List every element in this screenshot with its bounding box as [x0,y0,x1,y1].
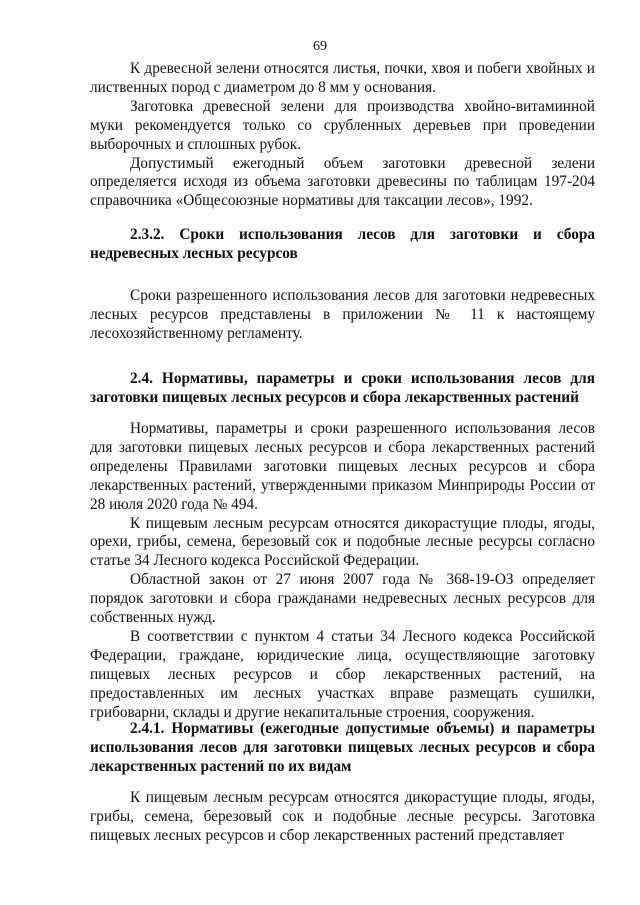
paragraph: К пищевым лесным ресурсам относятся дикорастущие плоды, ягоды, грибы, семена, березовый сок и подобные лесные ресурсы. Заготовка пищевых лесных ресурсов и сбор лекарственных растений представляет [90,789,595,844]
section-2-4-1 [90,720,595,777]
paragraph: Допустимый ежегодный объем заготовки древесной зелени определяется исходя из объема заготовки древесины по таблицам 197-204 справочника «Общесоюзные нормативы для таксации лесов», 1992. [90,154,595,210]
paragraph: К пищевым лесным ресурсам относятся дикорастущие плоды, ягоды, орехи, грибы, семена, березовый сок и подобные лесные ресурсы согласно статье 34 Лесного кодекса Российской Федерации. [90,514,595,570]
paragraph: Нормативы, параметры и сроки разрешенного использования лесов для заготовки пищевых лесных ресурсов и сбора лекарственных растений определены Правилами заготовки пищевых лесных ресурсов и сбора лекарственных растений, утвержденными приказом Минприроды России от 28 июля 2020 года № 494. [90,420,595,513]
paragraph: В соответствии с пунктом 4 статьи 34 Лесного кодекса Российской Федерации, граждане, юридические лица, осуществляющие заготовку пищевых лесных ресурсов и сбор лекарственных растений, на предоставленных им лесных участках вправе размещать сушилки, грибоварни, склады и другие некапитальные строения, сооружения. [90,627,595,721]
section-2-4-1-body [90,789,595,846]
section-woody-greenery [90,60,595,211]
paragraph: К древесной зелени относятся листья, почки, хвоя и побеги хвойных и лиственных пород с диаметром до 8 мм у основания. [90,60,595,96]
section-heading: 2.3.2. Сроки использования лесов для заготовки и сбора недревесных лесных ресурсов [90,226,595,262]
paragraph: Сроки разрешенного использования лесов для заготовки недревесных лесных ресурсов представлены в приложении № 11 к настоящему лесохозяйственному регламенту. [90,287,595,342]
section-heading: 2.4.1. Нормативы (ежегодные допустимые объемы) и параметры использования лесов для заготовки пищевых лесных ресурсов и сбора лекарственных растений по их видам [90,720,595,775]
paragraph: Заготовка древесной зелени для производства хвойно-витаминной муки рекомендуется только со срубленных деревьев при проведении выборочных и сплошных рубок. [90,97,595,153]
section-heading: 2.4. Нормативы, параметры и сроки использования лесов для заготовки пищевых лесных ресурсов и сбора лекарственных растений [90,370,595,406]
paragraph: Областной закон от 27 июня 2007 года № 368-19-ОЗ определяет порядок заготовки и сбора гражданами недревесных лесных ресурсов для собственных нужд. [90,571,595,627]
section-2-3-2-body [90,287,595,344]
page-number: 69 [313,39,327,54]
section-2-4-body [90,420,595,723]
section-2-4 [90,370,595,408]
section-2-3-2 [90,226,595,264]
